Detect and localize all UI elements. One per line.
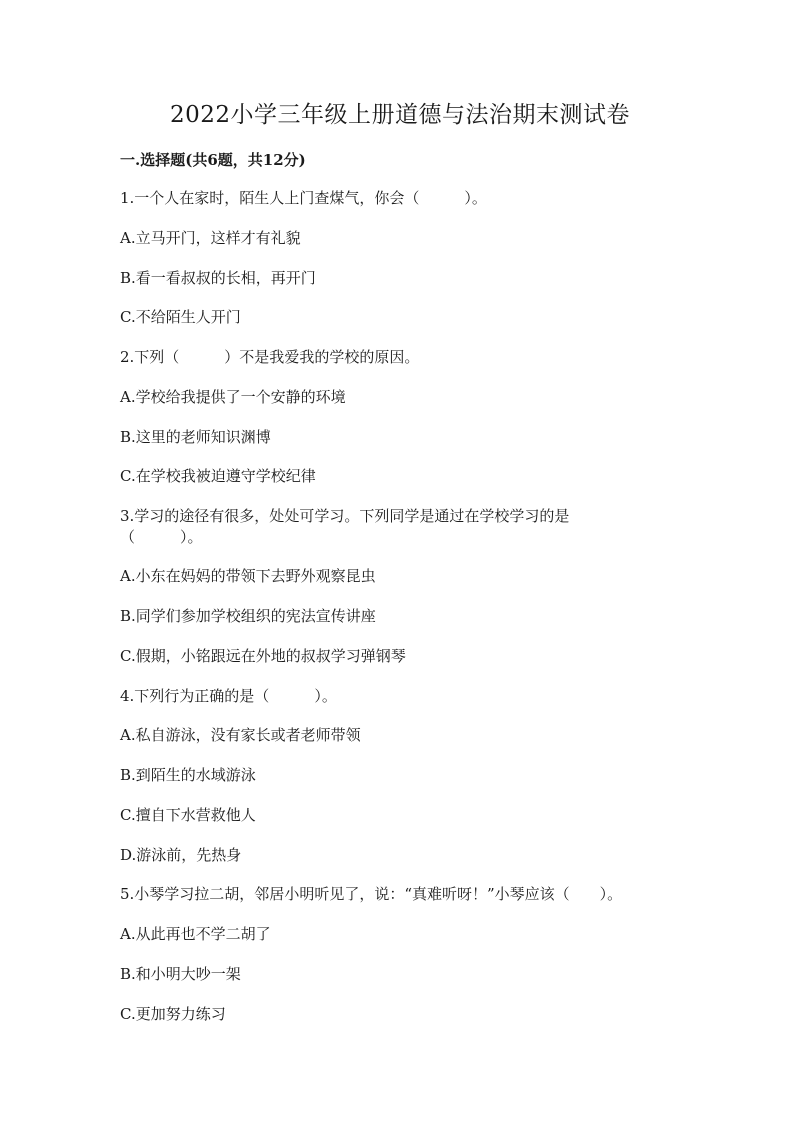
question-stem-3: 3.学习的途径有很多，处处可学习。下列同学是通过在学校学习的是 (120, 507, 570, 525)
question-stem-1: 1.一个人在家时，陌生人上门查煤气，你会（ ）。 (120, 189, 487, 207)
question-4-option-d: D.游泳前，先热身 (120, 846, 242, 864)
section-heading: 一.选择题(共6题，共12分) (120, 151, 306, 169)
question-3-option-b: B.同学们参加学校组织的宪法宣传讲座 (120, 607, 376, 625)
question-5-option-b: B.和小明大吵一架 (120, 965, 241, 983)
question-1-option-a: A.立马开门，这样才有礼貌 (120, 229, 301, 247)
page-title: 2022小学三年级上册道德与法治期末测试卷 (169, 102, 631, 128)
question-5-option-a: A.从此再也不学二胡了 (120, 925, 271, 943)
question-3-option-a: A.小东在妈妈的带领下去野外观察昆虫 (120, 567, 376, 585)
question-4-option-a: A.私自游泳，没有家长或者老师带领 (120, 726, 361, 744)
question-4-option-b: B.到陌生的水域游泳 (120, 766, 256, 784)
question-1-option-c: C.不给陌生人开门 (120, 308, 241, 326)
question-stem-3-continued: （ ）。 (120, 528, 203, 546)
question-2-option-b: B.这里的老师知识渊博 (120, 428, 271, 446)
question-stem-4: 4.下列行为正确的是（ ）。 (120, 687, 337, 705)
question-4-option-c: C.擅自下水营救他人 (120, 806, 256, 824)
question-2-option-a: A.学校给我提供了一个安静的环境 (120, 388, 346, 406)
question-1-option-b: B.看一看叔叔的长相，再开门 (120, 269, 316, 287)
question-5-option-c: C.更加努力练习 (120, 1005, 226, 1023)
question-2-option-c: C.在学校我被迫遵守学校纪律 (120, 467, 316, 485)
question-3-option-c: C.假期，小铭跟远在外地的叔叔学习弹钢琴 (120, 647, 406, 665)
question-stem-2: 2.下列（ ）不是我爱我的学校的原因。 (120, 348, 420, 366)
question-stem-5: 5.小琴学习拉二胡，邻居小明听见了，说：“真难听呀！”小琴应该（ ）。 (120, 885, 623, 903)
